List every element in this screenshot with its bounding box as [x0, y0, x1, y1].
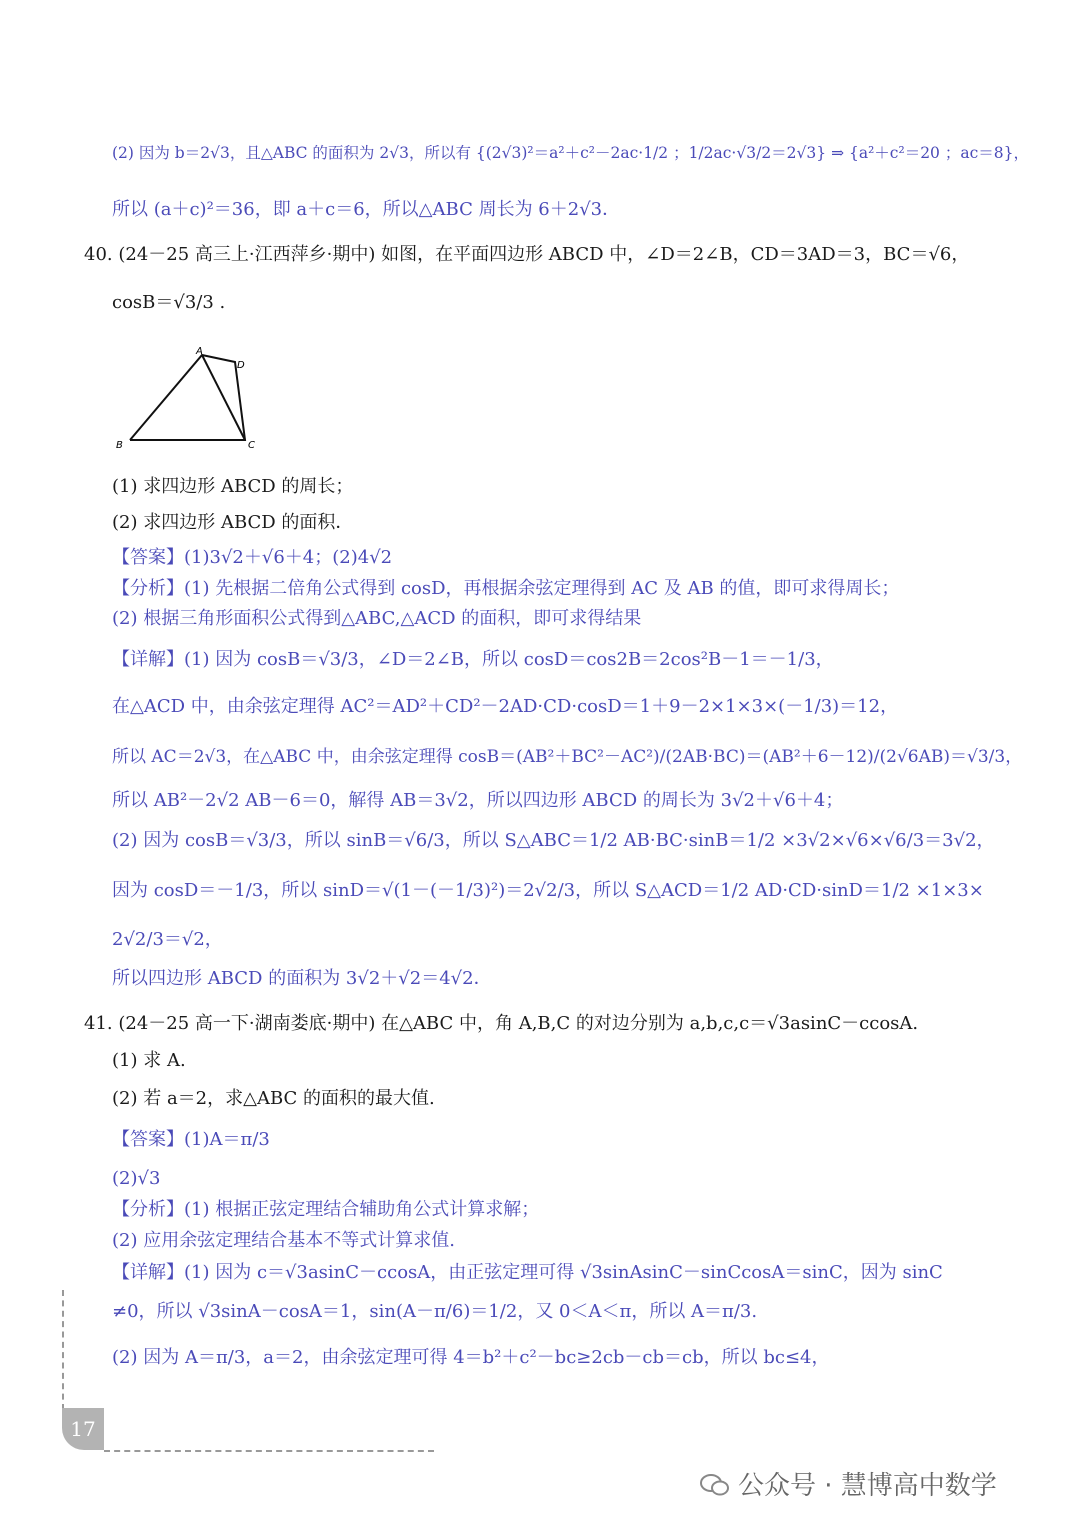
text-line: (2) 若 a＝2，求△ABC 的面积的最大值.	[112, 1088, 435, 1109]
quadrilateral-figure	[110, 340, 260, 455]
text-line: 【详解】(1) 因为 cosB＝√3/3，∠D＝2∠B，所以 cosD＝cos2B＝2cos²B－1＝－1/3，	[112, 649, 834, 670]
text-line: 2√2/3＝√2，	[112, 929, 223, 950]
text-line: 【分析】(1) 先根据二倍角公式得到 cosD，再根据余弦定理得到 AC 及 AB 的值，即可求得周长；	[112, 578, 900, 599]
label-b: B	[116, 440, 123, 451]
label-a: A	[196, 346, 203, 357]
text-line: 在△ACD 中，由余弦定理得 AC²＝AD²＋CD²－2AD·CD·cosD＝1＋9－2×1×3×(－1/3)＝12，	[112, 696, 899, 717]
text-line: 所以四边形 ABCD 的面积为 3√2＋√2＝4√2．	[112, 968, 492, 989]
text-line: 因为 cosD＝－1/3，所以 sinD＝√(1－(－1/3)²)＝2√2/3，所以 S△ACD＝1/2 AD·CD·sinD＝1/2 ×1×3×	[112, 880, 984, 901]
watermark-text: 公众号 · 慧博高中数学	[738, 1471, 997, 1501]
label-d: D	[237, 360, 245, 371]
text-line: (2) 应用余弦定理结合基本不等式计算求值.	[112, 1230, 455, 1251]
text-line: ≠0，所以 √3sinA－cosA＝1，sin(A－π/6)＝1/2，又 0＜A＜π，所以 A＝π/3.	[112, 1301, 758, 1322]
text-line: 所以 (a＋c)²＝36，即 a＋c＝6，所以△ABC 周长为 6＋2√3．	[112, 199, 621, 220]
text-line: 【详解】(1) 因为 c＝√3asinC－ccosA，由正弦定理可得 √3sinAsinC－sinCcosA＝sinC，因为 sinC	[112, 1262, 943, 1283]
text-line: (2) 根据三角形面积公式得到△ABC,△ACD 的面积，即可求得结果	[112, 608, 642, 629]
text-line: (2) 求四边形 ABCD 的面积．	[112, 512, 354, 533]
footer-dash-horizontal	[104, 1450, 434, 1452]
text-line: 【答案】(1)A＝π/3	[112, 1129, 270, 1150]
text-line: (2)√3	[112, 1168, 161, 1189]
label-c: C	[248, 440, 255, 451]
wechat-icon	[700, 1473, 730, 1497]
text-line: (2) 因为 b＝2√3，且△ABC 的面积为 2√3，所以有 {(2√3)²＝a²＋c²－2ac·1/2 ；1/2ac·√3/2＝2√3} ⇒ {a²＋c²＝20 ；ac＝8}，	[112, 144, 1029, 162]
text-line: 【分析】(1) 根据正弦定理结合辅助角公式计算求解；	[112, 1199, 540, 1220]
text-line: 所以 AC＝2√3，在△ABC 中，由余弦定理得 cosB＝(AB²＋BC²－AC²)/(2AB·BC)＝(AB²＋6－12)/(2√6AB)＝√3/3，	[112, 747, 1023, 767]
text-line: (2) 因为 A＝π/3，a＝2，由余弦定理可得 4＝b²＋c²－bc≥2cb－cb＝cb，所以 bc≤4，	[112, 1347, 830, 1368]
footer-dash-vertical	[62, 1290, 64, 1410]
text-line: (1) 求 A.	[112, 1050, 186, 1071]
text-line: cosB＝√3/3 .	[112, 292, 226, 313]
text-line: 所以 AB²－2√2 AB－6＝0，解得 AB＝3√2，所以四边形 ABCD 的周长为 3√2＋√6＋4；	[112, 790, 844, 811]
text-line: (1) 求四边形 ABCD 的周长；	[112, 476, 354, 497]
text-line: 40. (24－25 高三上·江西萍乡·期中) 如图，在平面四边形 ABCD 中，∠D＝2∠B，CD＝3AD＝3，BC＝√6，	[84, 244, 970, 265]
text-line: 【答案】(1)3√2＋√6＋4；(2)4√2	[112, 547, 393, 568]
figure-edges	[130, 355, 245, 440]
text-line: (2) 因为 cosB＝√3/3，所以 sinB＝√6/3，所以 S△ABC＝1/2 AB·BC·sinB＝1/2 ×3√2×√6×√6/3＝3√2，	[112, 830, 995, 851]
watermark	[700, 1465, 997, 1502]
page-number: 17	[62, 1408, 104, 1450]
text-line: 41. (24－25 高一下·湖南娄底·期中) 在△ABC 中，角 A,B,C 的对边分别为 a,b,c,c＝√3asinC－ccosA.	[84, 1013, 919, 1034]
